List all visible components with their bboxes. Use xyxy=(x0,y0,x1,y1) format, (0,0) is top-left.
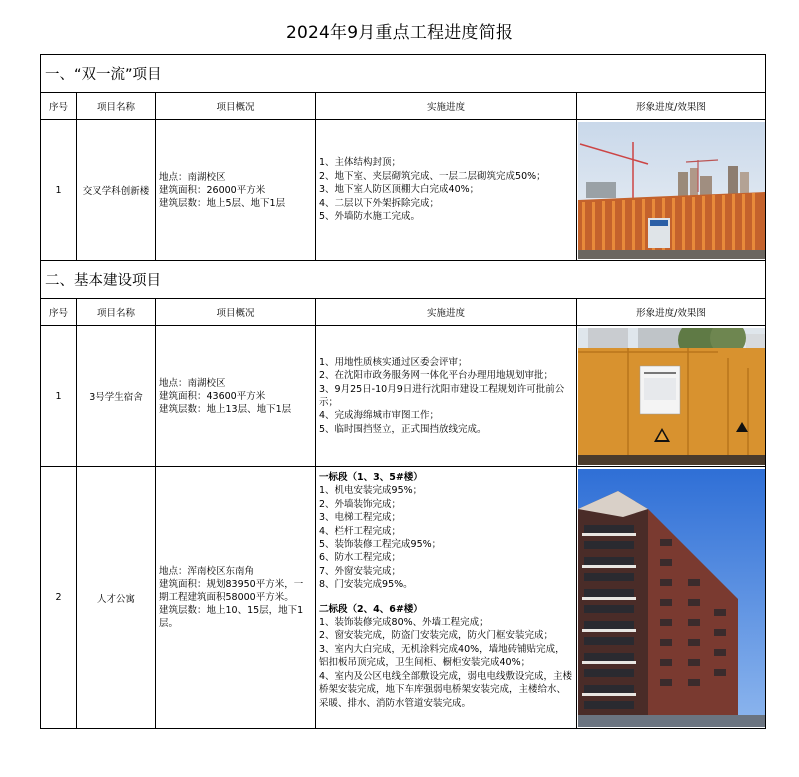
col-header-image: 形象进度/效果图 xyxy=(577,299,766,326)
row-name: 人才公寓 xyxy=(77,467,156,729)
progress-line: 6、防水工程完成； xyxy=(319,552,402,564)
row-no: 2 xyxy=(41,467,77,729)
progress-line: 4、室内及公区电线全部敷设完成，弱电电线敷设完成，主楼桥架安装完成，地下车库强弱电桥架安装完成，主楼给水、采暖、排水、消防水管道安装完成。 xyxy=(319,670,573,709)
col-header-image: 形象进度/效果图 xyxy=(577,93,766,120)
col-header-no: 序号 xyxy=(41,299,77,326)
row-overview xyxy=(156,326,316,467)
row-image xyxy=(577,467,766,729)
row-name: 3号学生宿舍 xyxy=(77,326,156,467)
progress-line: 8、门安装完成95%。 xyxy=(319,579,413,591)
progress-table xyxy=(40,54,766,729)
row-no: 1 xyxy=(41,120,77,261)
progress-line: 2、地下室、夹层砌筑完成、一层二层砌筑完成50%； xyxy=(319,170,546,182)
row-progress xyxy=(316,120,577,261)
progress-line: 7、外窗安装完成； xyxy=(319,565,402,577)
progress-line: 3、电梯工程完成； xyxy=(319,512,402,524)
col-header-progress: 实施进度 xyxy=(316,299,577,326)
table-row xyxy=(41,120,766,261)
table-row xyxy=(41,467,766,729)
overview-line: 建筑层数：地上5层、地下1层 xyxy=(159,197,286,209)
overview-line: 建筑层数：地上10、15层，地下1层。 xyxy=(159,605,304,629)
progress-line: 5、临时围挡竖立，正式围挡放线完成。 xyxy=(319,423,487,435)
progress-line: 4、完成海绵城市审图工作； xyxy=(319,410,440,422)
progress-line: 2、外墙装饰完成； xyxy=(319,498,402,510)
row-overview xyxy=(156,467,316,729)
overview-line: 地点：南湖校区 xyxy=(159,377,226,389)
row-name: 交叉学科创新楼 xyxy=(77,120,156,261)
overview-line: 建筑层数：地上13层、地下1层 xyxy=(159,403,292,415)
progress-line: 5、外墙防水施工完成。 xyxy=(319,211,421,223)
overview-line: 建筑面积：26000平方米 xyxy=(159,184,266,196)
row-overview xyxy=(156,120,316,261)
section-2-header-row xyxy=(41,299,766,326)
progress-line: 3、室内大白完成，无机涂料完成40%，墙地砖铺贴完成，铝扣板吊顶完成，卫生间柜、橱柜安装完成40%； xyxy=(319,643,565,669)
progress-line: 1、装饰装修完成80%、外墙工程完成； xyxy=(319,617,489,629)
hoarding-photo xyxy=(578,328,765,465)
col-header-progress: 实施进度 xyxy=(316,93,577,120)
col-header-no: 序号 xyxy=(41,93,77,120)
row-image xyxy=(577,120,766,261)
progress-line: 2、在沈阳市政务服务网一体化平台办理用地规划审批； xyxy=(319,370,554,382)
lot-1-title: 一标段（1、3、5#楼） xyxy=(319,472,423,483)
section-1-heading: 一、“双一流”项目 xyxy=(41,55,766,93)
progress-line: 1、机电安装完成95%； xyxy=(319,485,423,497)
section-2-heading: 二、基本建设项目 xyxy=(41,261,766,299)
progress-line: 1、用地性质核实通过区委会评审； xyxy=(319,356,468,368)
table-row xyxy=(41,326,766,467)
col-header-overview: 项目概况 xyxy=(156,93,316,120)
overview-line: 建筑面积：43600平方米 xyxy=(159,390,266,402)
lot-2-title: 二标段（2、4、6#楼） xyxy=(319,603,423,615)
progress-line: 5、装饰装修工程完成95%； xyxy=(319,539,442,551)
overview-line: 地点：浑南校区东南角 xyxy=(159,566,255,577)
col-header-name: 项目名称 xyxy=(77,299,156,326)
page-title: 2024年9月重点工程进度简报 xyxy=(285,23,514,43)
col-header-overview: 项目概况 xyxy=(156,299,316,326)
overview-line: 地点：南湖校区 xyxy=(159,171,226,183)
progress-line: 2、窗安装完成，防盗门安装完成，防火门框安装完成； xyxy=(319,630,554,642)
overview-line: 建筑面积：规划83950平方米，一期工程建筑面积58000平方米。 xyxy=(159,579,304,603)
apartment-photo xyxy=(578,469,765,727)
col-header-name: 项目名称 xyxy=(77,93,156,120)
construction-photo xyxy=(578,122,765,259)
progress-line: 3、地下室人防区顶棚大白完成40%； xyxy=(319,184,480,196)
progress-line: 3、9月25日-10月9日进行沈阳市建设工程规划许可批前公示； xyxy=(319,383,565,408)
row-progress xyxy=(316,467,577,729)
row-progress xyxy=(316,326,577,467)
row-no: 1 xyxy=(41,326,77,467)
section-1-header-row xyxy=(41,93,766,120)
progress-line: 4、二层以下外架拆除完成； xyxy=(319,197,440,209)
progress-line: 4、栏杆工程完成； xyxy=(319,525,402,537)
progress-line: 1、主体结构封顶； xyxy=(319,157,402,169)
row-image xyxy=(577,326,766,467)
